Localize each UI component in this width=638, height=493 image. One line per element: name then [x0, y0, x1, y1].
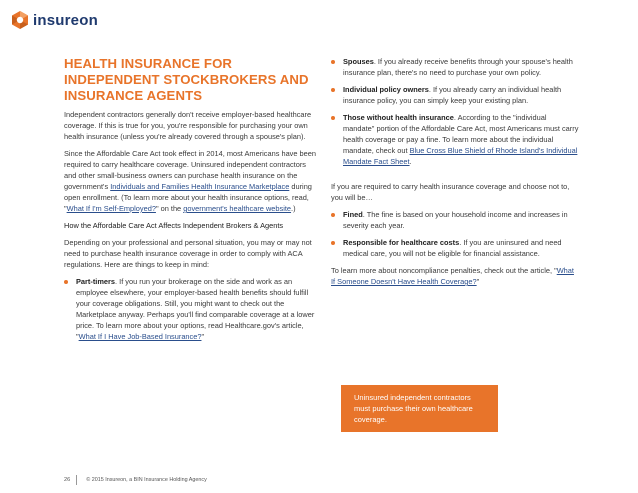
list-item: Individual policy owners. If you already carry an individual health insurance policy, you can simply keep your existing plan. [331, 84, 579, 106]
healthcare-website-link[interactable]: government's healthcare website [183, 204, 292, 213]
list-item: Those without health insurance. According to the "individual mandate" portion of the Affordable Care Act, most Americans must carry health coverage or pay a fine. To learn more about the individual mandate, check out Blue Cross Blue Shield of Rhode Island's Individual Mandate Fact Sheet. [331, 112, 579, 167]
page-title: HEALTH INSURANCE FOR INDEPENDENT STOCKBROKERS AND INSURANCE AGENTS [64, 56, 309, 103]
list-item: Part-timers. If you run your brokerage on the side and work as an employee elsewhere, your employer-based health benefits should fulfill your coverage obligations. Still, you might want to check out the Marketplace anyway. Perhaps you'll find comparable coverage at a lower price. To learn more about your options, read Healthcare.gov's article, "What If I Have Job-Based Insurance?" [64, 276, 320, 342]
right-column [331, 56, 579, 293]
left-column [64, 56, 320, 348]
bullet-icon [331, 60, 335, 64]
intro-paragraph: Independent contractors generally don't receive employer-based healthcare coverage. If this is true for you, you're responsible for purchasing your own health insurance (unless you're already covered through a spouse's plan). [64, 110, 312, 141]
depending-paragraph: Depending on your professional and personal situation, you may or may not need to purchase health insurance coverage in order to comply with ACA regulations. Here are things to keep in mind: [64, 238, 312, 269]
section-subhead: How the Affordable Care Act Affects Independent Brokers & Agents [64, 221, 284, 230]
callout-text: Uninsured independent contractors must purchase their own healthcare coverage. [354, 393, 473, 424]
bullet-icon [331, 88, 335, 92]
callout-box [341, 385, 498, 432]
bullet-icon [64, 280, 68, 284]
bullet-icon [331, 116, 335, 120]
copyright-text: © 2015 Insureon, a BIN Insurance Holding Agency [86, 477, 207, 483]
logo-text: insureon [33, 11, 98, 29]
bullet-list-right-bottom [331, 209, 579, 259]
job-based-insurance-link[interactable]: What If I Have Job-Based Insurance? [78, 332, 202, 341]
bullet-list-left [64, 276, 320, 342]
no-coverage-link[interactable]: What If Someone Doesn't Have Health Coverage? [331, 266, 574, 286]
aca-paragraph: Since the Affordable Care Act took effect in 2014, most Americans have been required to carry healthcare coverage. Uninsured independent contractors and other small-business owners can purchase health insurance on the government's Individuals and Families Health Insurance Marketplace during open enrollment. (To learn more about your health insurance options, read, "What If I'm Self-Employed?" on the government's healthcare website.) [64, 149, 316, 213]
required-paragraph: If you are required to carry health insurance coverage and choose not to, you will be… [331, 182, 570, 202]
bullet-icon [331, 241, 335, 245]
penalties-paragraph: To learn more about noncompliance penalties, check out the article, "What If Someone Doesn't Have Health Coverage?" [331, 266, 574, 286]
self-employed-link[interactable]: What If I'm Self-Employed? [66, 204, 156, 213]
insureon-logo [10, 8, 98, 32]
bcbs-fact-sheet-link[interactable]: Blue Cross Blue Shield of Rhode Island's Individual Mandate Fact Sheet [343, 146, 578, 166]
page-number: 26 [64, 475, 77, 485]
list-item: Spouses. If you already receive benefits through your spouse's health insurance plan, there's no need to purchase your own policy. [331, 56, 579, 78]
list-item: Responsible for healthcare costs. If you are uninsured and need medical care, you will not be eligible for financial assistance. [331, 237, 579, 259]
bullet-list-right-top [331, 56, 579, 167]
bullet-icon [331, 213, 335, 217]
list-item: Fined. The fine is based on your household income and increases in severity each year. [331, 209, 579, 231]
page-footer [64, 474, 207, 486]
marketplace-link[interactable]: Individuals and Families Health Insurance Marketplace [110, 182, 290, 191]
insureon-logo-icon [10, 10, 30, 30]
